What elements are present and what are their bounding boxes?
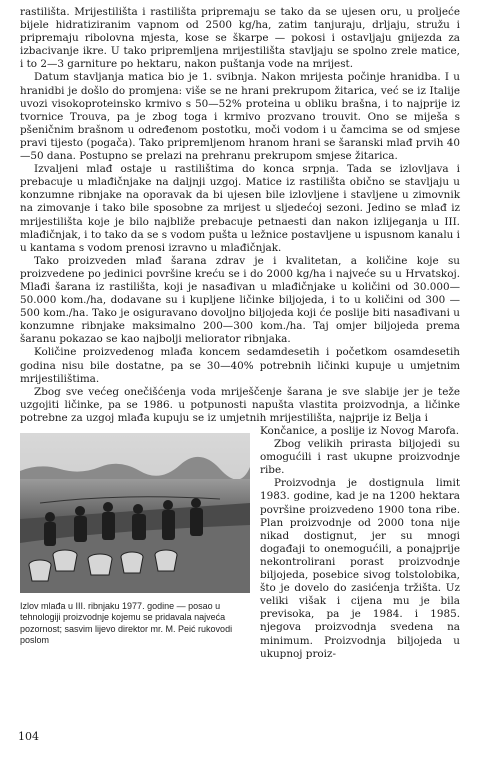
right-paragraph-3: Proizvodnja je dostignula limit 1983. godine, kad je na 1200 hektara površine proizvedeno 1900 tona ribe. Plan proizvodnje od 2000 tona nije nikad dostignut, jer su mnogi događaji to onemogućili, a ponajprije nekontrolirani porast proizvodnje biljojeda, posebice sivog tolstolobika, što je dovelo do zasićenja tržišta. Uz veliki višak i cijena mu je bila previsoka, pa je 1984. i 1985. njegova proizvodnja svedena na minimum. Proizvodnja biljojeda u ukupnoj proiz- xyxy=(260,477,460,660)
fish-harvest-photo xyxy=(20,433,250,593)
paragraph-6: Zbog sve većeg onečišćenja voda mriješčenje šarana je sve slabije jer je teže uzgojiti ličinke, pa se 1986. u potpunosti napušta vlastita proizvodnja, a ličinke potrebne za uzgoj mlađa kupuju se iz umjetnih mrijestilišta, najprije iz Belja i xyxy=(20,385,460,424)
paragraph-2: Datum stavljanja matica bio je 1. svibnja. Nakon mrijesta počinje hranidba. I u hranidbi je došlo do promjena: više se ne hrani prekrupom žitarica, već se iz Italije uvozi visokoproteinsko krmivo s 50—52% proteina u obliku brašna, i to najprije iz tvornice Trouva, pa je zbog toga i krmivo prozvano trouvit. Ono se miješa s pšeničnim brašnom u određenom postotku, moči vodom i u čamcima se od smjese pravi tijesto (pogača). Tako pripremljenom hranom hrani se šaranski mlađ prvih 40—50 dana. Postupno se prelazi na prehranu prekrupom smjese žitarica. xyxy=(20,71,460,163)
right-paragraph-1: Končanice, a poslije iz Novog Marofa. xyxy=(260,425,460,437)
paragraph-4: Tako proizveden mlađ šarana zdrav je i kvalitetan, a količine koje su proizvedene po jedinici površine kreću se i do 2000 kg/ha i najveće su u Hrvatskoj. Mlađi šarana iz rastilišta, koji je nasađivan u mlađičnjake u količini od 30.000—50.000 kom./ha, dodavane su i kupljene ličinke biljojeda, i to u količini od 300 — 500 kom./ha. Tako je osiguravano dovoljno biljojeda koji će poslije biti nasađivani u konzumne ribnjake maksimalno 200—300 kom./ha. Taj omjer biljojeda prema šaranu pokazao se kao najbolji meliorator ribnjaka. xyxy=(20,254,460,346)
page-number: 104 xyxy=(18,730,39,743)
figure-caption: Izlov mlađa u III. ribnjaku 1977. godine — posao u tehnologiji proizvodnje kojemu se pridavala najveća pozornost; sasvim lijevo direktor mr. M. Peić rukovodi poslom xyxy=(20,601,233,646)
paragraph-5: Količine proizvedenog mlađa koncem sedamdesetih i početkom osamdesetih godina nisu bile dostatne, pa se 30—40% potrebnih ličinki kupuje u umjetnim mrijestilištima. xyxy=(20,346,460,385)
figure-section xyxy=(20,425,460,660)
page-body xyxy=(20,6,460,660)
figure xyxy=(20,425,250,647)
right-column xyxy=(260,425,460,661)
paragraph-1: rastilišta. Mrijestilišta i rastilišta pripremaju se tako da se ujesen oru, u proljeće bijele hidratiziranim vapnom od 2500 kg/ha, zatim tanjuraju, drljaju, stružu i pripremaju ribolovna mjesta, kose se škarpe — pokosi i ostavljaju gnijezda za izbacivanje ikre. U tako pripremljena mrijestilišta stavljaju se spolno zrele matice, i to 2—3 garniture po hektaru, nakon puštanja vode na mrijest. xyxy=(20,6,460,71)
right-paragraph-2: Zbog velikih prirasta biljojedi su omogućili i rast ukupne proizvodnje ribe. xyxy=(260,438,460,477)
paragraph-3: Izvaljeni mlađ ostaje u rastilištima do konca srpnja. Tada se izlovljava i prebacuje u mlađičnjake na daljnji uzgoj. Matice iz rastilišta obično se stavljaju u konzumne ribnjake na oporavak da bi ujesen bile izlovljene i stavljene u zimovnik na zimovanje i tako bile sposobne za mrijest u sljedećoj sezoni. Jedino se mlađ iz mrijestilišta koje je bilo najbliže prebacuje petnaesti dan nakon izlijeganja u III. mlađičnjak, i to tako da se s vodom pušta u ležnice postavljene u ispusnom kanalu i u kantama s vodom prenosi izravno u mlađičnjak. xyxy=(20,163,460,254)
